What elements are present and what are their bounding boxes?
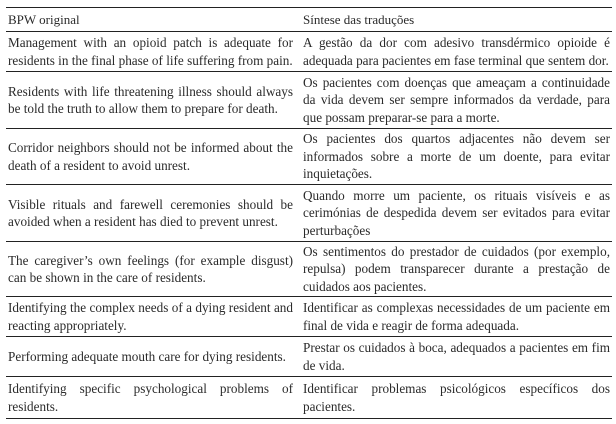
cell-original <box>6 297 303 336</box>
cell-translation <box>303 337 612 376</box>
cell-text: Identifying specific psychological problems of residents. <box>8 381 293 414</box>
cell-original <box>6 32 303 71</box>
table-row <box>6 129 612 185</box>
table-row <box>6 377 612 419</box>
table-row <box>6 242 612 297</box>
cell-text: Management with an opioid patch is adequate for residents in the final phase of life suffering from pain. <box>8 35 293 68</box>
cell-text: Performing adequate mouth care for dying residents. <box>8 348 286 364</box>
table-row <box>6 337 612 377</box>
cell-translation <box>303 185 612 241</box>
cell-translation <box>303 297 612 336</box>
cell-text: Quando morre um paciente, os rituais visíveis e as cerimónias de despedida devem ser evitados para evitar perturbações <box>303 187 610 238</box>
table-header-row <box>6 8 612 32</box>
cell-original <box>6 185 303 241</box>
cell-text: Os pacientes dos quartos adjacentes não devem ser informados sobre a morte de um doente, para evitar inquietações. <box>303 131 610 182</box>
cell-text: Identificar as complexas necessidades de um paciente em final de vida e reagir de forma adequada. <box>303 300 610 333</box>
cell-translation <box>303 32 612 71</box>
header-label: Síntese das traduções <box>303 11 415 27</box>
table-row <box>6 32 612 72</box>
cell-text: Prestar os cuidados à boca, adequados a pacientes em fim de vida. <box>303 340 610 373</box>
table-row <box>6 185 612 242</box>
cell-original <box>6 129 303 184</box>
cell-text: The caregiver’s own feelings (for example disgust) can be shown in the care of residents. <box>8 252 293 285</box>
cell-translation <box>303 72 612 128</box>
cell-original <box>6 242 303 296</box>
translation-table <box>6 7 612 419</box>
cell-translation <box>303 129 612 184</box>
header-label: BPW original <box>8 11 80 27</box>
cell-original <box>6 72 303 128</box>
table-row <box>6 297 612 337</box>
cell-text: Os pacientes com doenças que ameaçam a continuidade da vida devem ser sempre informados da verdade, para que possam preparar-se para a morte. <box>303 74 610 125</box>
cell-text: Identifying the complex needs of a dying resident and reacting appropriately. <box>8 300 293 333</box>
header-bpw-original <box>6 8 303 31</box>
cell-text: A gestão da dor com adesivo transdérmico opioide é adequada para pacientes em fase terminal que sentem dor. <box>303 35 610 68</box>
cell-original <box>6 377 303 418</box>
cell-text: Visible rituals and farewell ceremonies should be avoided when a resident has died to prevent unrest. <box>8 196 293 229</box>
cell-translation <box>303 377 612 418</box>
table-row <box>6 72 612 129</box>
cell-text: Identificar problemas psicológicos específicos dos pacientes. <box>303 381 610 414</box>
cell-text: Residents with life threatening illness should always be told the truth to allow them to prepare for death. <box>8 83 293 116</box>
cell-original <box>6 337 303 376</box>
cell-text: Os sentimentos do prestador de cuidados (por exemplo, repulsa) podem transparecer durante a prestação de cuidados aos pacientes. <box>303 243 610 294</box>
cell-text: Corridor neighbors should not be informed about the death of a resident to avoid unrest. <box>8 140 293 173</box>
cell-translation <box>303 242 612 296</box>
header-sintese-traducoes <box>303 8 612 31</box>
